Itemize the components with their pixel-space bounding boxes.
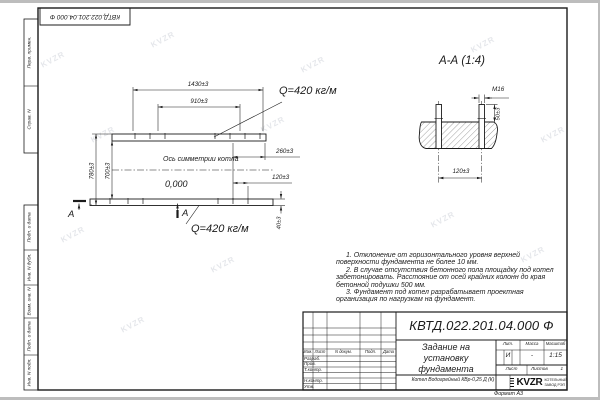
doc-title-line3: фундамента [418, 363, 474, 374]
row-label-prov: Пров. [304, 361, 316, 366]
note-2: 2. В случае отсутствия бетонного пола площадку под котел забетонировать. Расстояние от осей крайних колонн до края бетонной подушки 500 мм. [336, 266, 554, 289]
col-header-ndokum: N докум. [335, 349, 352, 354]
format-note: Формат А3 [494, 390, 523, 397]
company-logo [510, 375, 567, 390]
dim-120-section-label: 120±3 [452, 169, 470, 175]
title-block-doc-title [396, 341, 496, 375]
dim-40-label: 40±3 [276, 216, 283, 230]
notes-block [336, 252, 560, 304]
scale-value: 1:15 [549, 352, 562, 359]
watermark: KVZR [519, 244, 547, 265]
load-label-bottom: Q=420 кг/м [191, 223, 249, 235]
margin-stamp-inv-dubl: Инв. N дубл. [27, 253, 33, 282]
listov-cell [527, 367, 567, 372]
watermark: KVZR [539, 124, 567, 145]
listov-value: 1 [560, 366, 563, 371]
scale-header: Масштаб [545, 341, 566, 346]
thread-m16-label: М16 [492, 86, 505, 93]
margin-stamp-inv-podl: Инв. N подл. [27, 358, 33, 387]
dim-780-label: 780±3 [89, 162, 96, 180]
watermark: KVZR [429, 209, 457, 230]
dim-120-plan-label: 120±3 [272, 174, 290, 181]
doc-title-line1: Задание на [422, 341, 470, 352]
section-marker-a-left: А [68, 209, 75, 220]
margin-stamp-podp-data-1: Подп. и дата [27, 212, 33, 243]
row-label-utv: Утв. [304, 383, 315, 389]
lit-value: И [505, 352, 511, 359]
row-label-nkontr: Н.контр. [304, 377, 324, 383]
watermark: KVZR [149, 29, 177, 50]
watermark: KVZR [59, 224, 87, 245]
logo-stripes-icon [510, 378, 514, 388]
row-label-razrab: Разраб. [304, 355, 321, 361]
watermark: KVZR [89, 124, 117, 145]
watermark: KVZR [299, 54, 327, 75]
row-label-tkontr: Т.контр. [304, 366, 323, 372]
logo-sub1: КОТЕЛЬНЫЙ [544, 378, 567, 383]
top-stamp-number: КВТД.022.201.04.000 Ф [49, 13, 121, 20]
col-header-podp: Подп. [364, 349, 377, 354]
section-view-title: А-А (1:4) [439, 55, 486, 67]
lit-header: Лит. [502, 341, 514, 346]
section-marker-a-right: А [182, 208, 189, 219]
col-header-data: Дата [382, 349, 395, 354]
dim-700-label: 700±3 [105, 162, 112, 180]
logo-text: KVZR [516, 377, 543, 388]
col-header-izm: Изм. [303, 349, 313, 354]
list-label: Лист [505, 366, 518, 371]
note-3: 3. Фундамент под котел разрабатывает проектная организация по нагрузкам на фундамент. [336, 289, 524, 304]
col-header-list: Лист [314, 349, 326, 354]
note-1: 1. Отклонение от горизонтального уровня верхней поверхности фундамента не более 10 мм. [336, 252, 520, 267]
mass-value: - [530, 352, 534, 359]
product-name: Котел Водогрейный КВр-0,25 Д (К) [411, 377, 495, 383]
margin-stamp-vzam-inv: Взам. инв. N [27, 287, 33, 316]
margin-stamp-podp-data-2: Подп. и дата [27, 321, 33, 352]
title-block-doc-number: КВТД.022.201.04.000 Ф [409, 318, 554, 333]
watermark: KVZR [39, 49, 67, 70]
mass-header: Масса [525, 341, 539, 346]
watermark: KVZR [259, 114, 287, 135]
watermark: KVZR [209, 254, 237, 275]
margin-stamp-sprav-n: Справ. N [27, 109, 33, 130]
watermark: KVZR [119, 314, 147, 335]
dim-50-label: 50±3 [495, 107, 502, 120]
logo-subtext [544, 378, 567, 386]
dim-910-label: 910±3 [190, 98, 208, 105]
doc-title-line2: установку [423, 352, 469, 363]
watermark: KVZR [469, 34, 497, 55]
dim-1430-label: 1430±3 [187, 81, 209, 88]
symmetry-axis-label: Ось симметрии котла [163, 156, 239, 163]
listov-label: Листов [531, 366, 548, 371]
margin-stamp-perv-primen: Перв. примен. [27, 36, 33, 69]
dim-260-label: 260±3 [276, 148, 294, 155]
logo-sub2: ЗАВОД РЭП [544, 382, 566, 387]
elevation-label: 0,000 [165, 179, 188, 189]
load-label-top: Q=420 кг/м [279, 85, 337, 97]
